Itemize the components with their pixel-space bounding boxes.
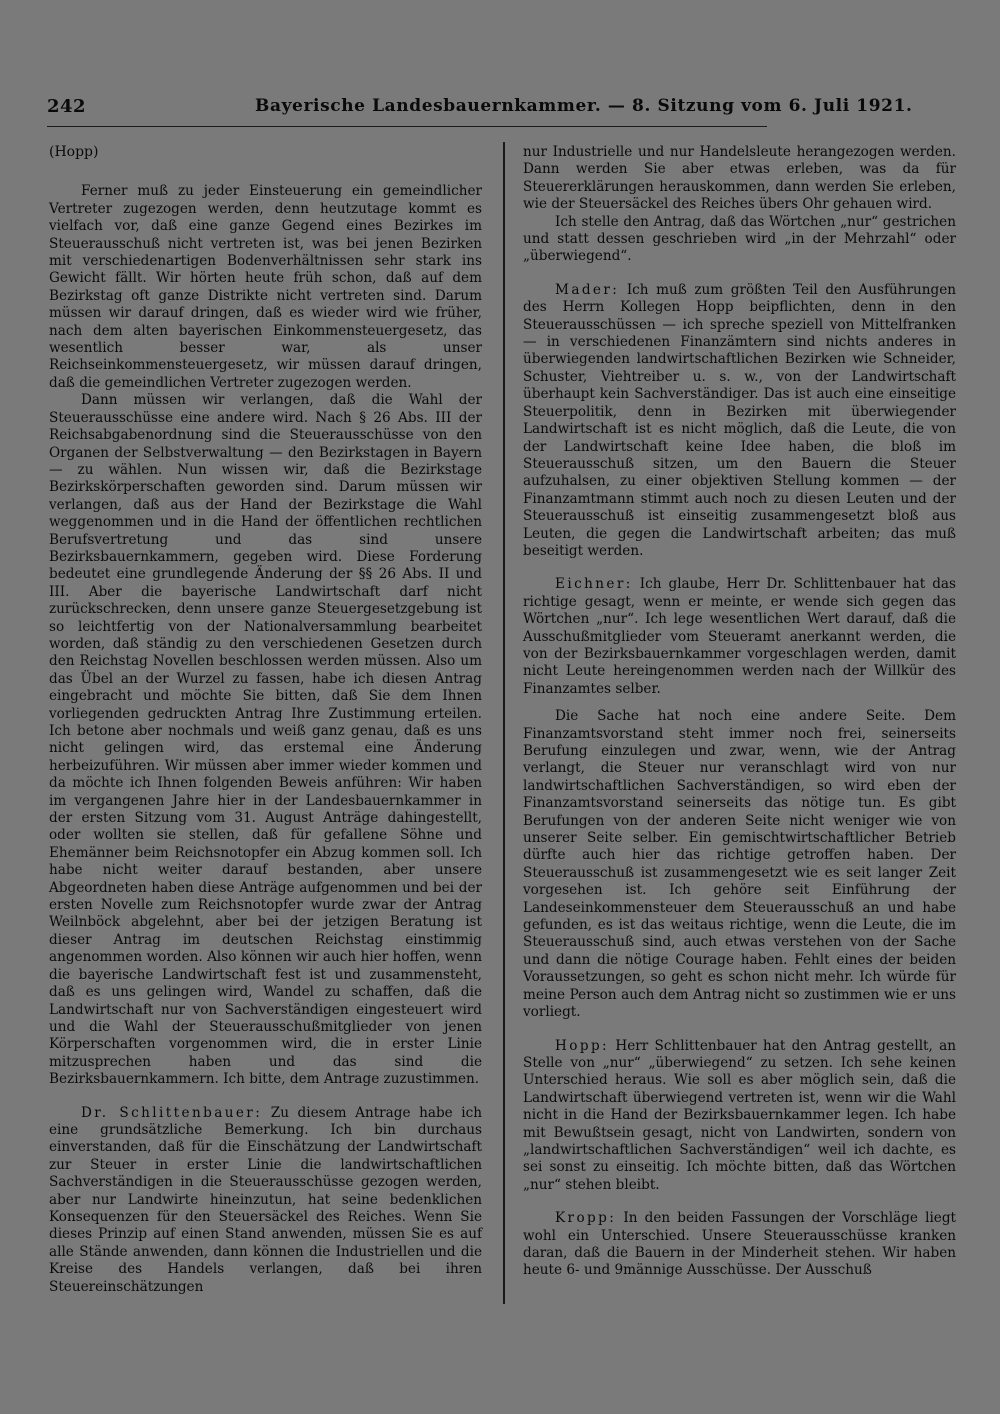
left-column	[49, 144, 482, 1296]
speaker-name: Hopp:	[555, 1037, 610, 1054]
paragraph	[523, 576, 956, 698]
paragraph-text: Herr Schlittenbauer hat den Antrag gestellt, an Stelle von „nur“ „überwiegend“ zu setzen. Ich sehe keinen Unterschied heraus. Wie soll es aber möglich sein, daß die Landwirtschaft überwiegend vertreten ist, wenn wir die Wahl nicht in die Hand der Bezirksbauernkammer legen. Ich habe mit Bewußtsein gesagt, nicht von Landwirten, sondern von „landwirtschaftlichen Sachverständigen“ weil ich dachte, es sei sonst zu einseitig. Ich möchte bitten, daß das Wörtchen „nur“ stehen bleibt.	[523, 1037, 956, 1193]
paragraph: Ferner muß zu jeder Einsteuerung ein gemeindlicher Vertreter zugezogen werden, denn heutzutage kommt es vielfach vor, daß eine ganze Gegend eines Bezirkes im Steuerausschuß nicht vertreten ist, was bei jenen Bezirken mit verschiedenartigen Bodenverhältnissen sehr stark ins Gewicht fällt. Wir hörten heute früh schon, daß auf dem Bezirkstag oft ganze Distrikte nicht vertreten sind. Darum müssen wir darauf dringen, daß es wieder wird wie früher, nach dem alten bayerischen Einkommensteuergesetz, das wesentlich besser war, als unser Reichseinkommensteuergesetz, wir müssen darauf dringen, daß die gemeindlichen Vertreter zugezogen werden.	[49, 183, 482, 391]
column-divider	[503, 142, 505, 1304]
running-title: Bayerische Landesbauernkammer. — 8. Sitzung vom 6. Juli 1921.	[255, 96, 913, 116]
speaker-name: Dr. Schlittenbauer:	[81, 1104, 263, 1121]
paragraph	[523, 1210, 956, 1280]
paragraph	[523, 282, 956, 561]
paragraph: nur Industrielle und nur Handelsleute herangezogen werden. Dann werden Sie aber etwas erleben, was da für Steuererklärungen herauskommen, dann werden Sie erleben, wie der Steuersäckel des Reiches übers Ohr gehauen wird.	[523, 144, 956, 213]
page-header	[47, 96, 913, 120]
paragraph-text: Ich glaube, Herr Dr. Schlittenbauer hat das richtige gesagt, wenn er meinte, er wende sich gegen das Wörtchen „nur“. Ich lege wesentlichen Wert darauf, daß die Ausschußmitglieder vom Steueramt anerkannt werden, die von der Bezirksbauernkammer vorgeschlagen werden, damit nicht Leute hereingenommen werden nach der Willkür des Finanzamtes selber.	[523, 576, 956, 697]
paragraph	[523, 1038, 956, 1195]
paragraph	[49, 1105, 482, 1296]
paragraph-text: In den beiden Fassungen der Vorschläge liegt wohl ein Unterschied. Unsere Steuerausschüsse kranken daran, daß die Bauern in der Minderheit stehen. Wir haben heute 6- und 9männige Ausschüsse. Der Ausschuß	[523, 1210, 957, 1279]
speaker-name: Kropp:	[555, 1210, 617, 1227]
page-number: 242	[47, 96, 87, 117]
speaker-name: Eichner:	[555, 576, 633, 593]
paragraph-text: Zu diesem Antrage habe ich eine grundsätzliche Bemerkung. Ich bin durchaus einverstanden, daß für die Einschätzung der Landwirtschaft zur Steuer in erster Linie die landwirtschaftlichen Sachverständigen in die Steuerausschüsse gezogen werden, aber nur Landwirte hineinzutun, hat seine bedenklichen Konsequenzen für den Steuersäckel des Reiches. Wenn Sie dieses Prinzip auf einen Stand anwenden, müssen Sie es auf alle Stände anwenden, dann können die Industriellen und die Kreise des Handels verlangen, daß bei ihren Steuereinschätzungen	[49, 1104, 482, 1295]
speaker-name: Mader:	[555, 281, 620, 298]
paragraph: Die Sache hat noch eine andere Seite. Dem Finanzamtsvorstand steht immer noch frei, seinerseits Berufung einzulegen und zwar, wenn, wie der Antrag verlangt, die Steuer nur veranschlagt wird von nur landwirtschaftlichen Sachverständigen, so wird eben der Finanzamtsvorstand seinerseits das nötige tun. Es gibt Berufungen von der anderen Seite nicht weniger wie von unserer Seite selber. Ein gemischtwirtschaftlicher Betrieb dürfte auch hier das richtige getroffen haben. Der Steuerausschuß ist zusammengesetzt wie es seit langer Zeit vorgesehen ist. Ich gehöre seit Einführung der Landeseinkommensteuer dem Steuerausschuß an und habe gefunden, es ist das weitaus richtige, wenn die Leute, die im Steuerausschuß sind, auch etwas verstehen von der Sache und dann die nötige Courage haben. Fehlt eines der beiden Voraussetzungen, so geht es schon nicht mehr. Ich würde für meine Person auch dem Antrag nicht so zustimmen wie er uns vorliegt.	[523, 708, 956, 1021]
header-rule	[47, 126, 767, 127]
paragraph: Dann müssen wir verlangen, daß die Wahl der Steuerausschüsse eine andere wird. Nach § 26 Abs. III der Reichsabgabenordnung sind die Steuerausschüsse von den Organen der Selbstverwaltung — den Bezirkstagen in Bayern — zu wählen. Nun wissen wir, daß die Bezirkstage Bezirkskörperschaften geworden sind. Darum müssen wir verlangen, daß aus der Hand der Bezirkstage die Wahl weggenommen und in die Hand der öffentlichen rechtlichen Berufsvertretung und das sind unsere Bezirksbauernkammern, gegeben wird. Diese Forderung bedeutet eine grundlegende Änderung der §§ 26 Abs. II und III. Aber die bayerische Landwirtschaft darf nicht zurückschrecken, denn unsere ganze Steuergesetzgebung ist so leichtfertig von der Nationalversammlung bearbeitet worden, daß ständig zu den verschiedenen Gesetzen durch den Reichstag Novellen beschlossen werden müssen. Also um das Übel an der Wurzel zu fassen, habe ich diesen Antrag eingebracht und möchte Sie bitten, daß Sie dem Ihnen vorliegenden gedruckten Antrag Ihre Zustimmung erteilen. Ich betone aber nochmals und weiß ganz genau, daß es uns nicht gelingen wird, das erstemal eine Änderung herbeizuführen. Wir müssen aber immer wieder kommen und da möchte ich Ihnen folgenden Beweis anführen: Wir haben im vergangenen Jahre hier in der Landesbauernkammer in der ersten Sitzung vom 31. August Anträge dahingestellt, oder wollten sie stellen, daß für gefallene Söhne und Ehemänner beim Reichsnotopfer ein Abzug kommen soll. Ich habe nicht weiter darauf bestanden, aber unsere Abgeordneten haben diese Anträge aufgenommen und bei der ersten Novelle zum Reichsnotopfer wurde zwar der Antrag Weilnböck abgelehnt, aber bei der jetzigen Beratung ist dieser Antrag im deutschen Reichstag einstimmig angenommen worden. Also können wir auch hier hoffen, wenn die bayerische Landwirtschaft fest ist und zusammensteht, daß es uns gelingen wird, Wandel zu schaffen, daß die Landwirtschaft nur von Sachverständigen eingesteuert wird und die Wahl der Steuerausschußmitglieder von jenen Körperschaften vorgenommen wird, die in erster Linie mitzusprechen haben und das sind die Bezirksbauernkammern. Ich bitte, dem Antrage zuzustimmen.	[49, 392, 482, 1088]
speaker-heading: (Hopp)	[49, 144, 99, 160]
right-column	[523, 144, 956, 1280]
paragraph: Ich stelle den Antrag, daß das Wörtchen „nur“ gestrichen und statt dessen geschrieben wird „in der Mehrzahl“ oder „überwiegend“.	[523, 213, 956, 265]
paragraph-text: Ich muß zum größten Teil den Ausführungen des Herrn Kollegen Hopp beipflichten, denn in den Steuerausschüssen — ich spreche speziell von Mittelfranken — in verschiedenen Finanzämtern sind nichts anderes in überwiegenden landwirtschaftlichen Bezirken wie Schneider, Schuster, Viehtreiber u. s. w., von der Landwirtschaft überhaupt kein Sachverständiger. Das ist auch eine einseitige Steuerpolitik, denn in Bezirken mit überwiegender Landwirtschaft ist es nicht möglich, daß die Leute, die von der Landwirtschaft keine Idee haben, die bloß im Steuerausschuß sitzen, um den Bauern die Steuer aufzuhalsen, zu einer objektiven Stellung kommen — der Finanzamtmann stimmt auch noch zu diesen Leuten und der Steuerausschuß ist einseitig zusammengesetzt bloß aus Leuten, die gegen die Landwirtschaft arbeiten; das muß beseitigt werden.	[523, 281, 956, 559]
